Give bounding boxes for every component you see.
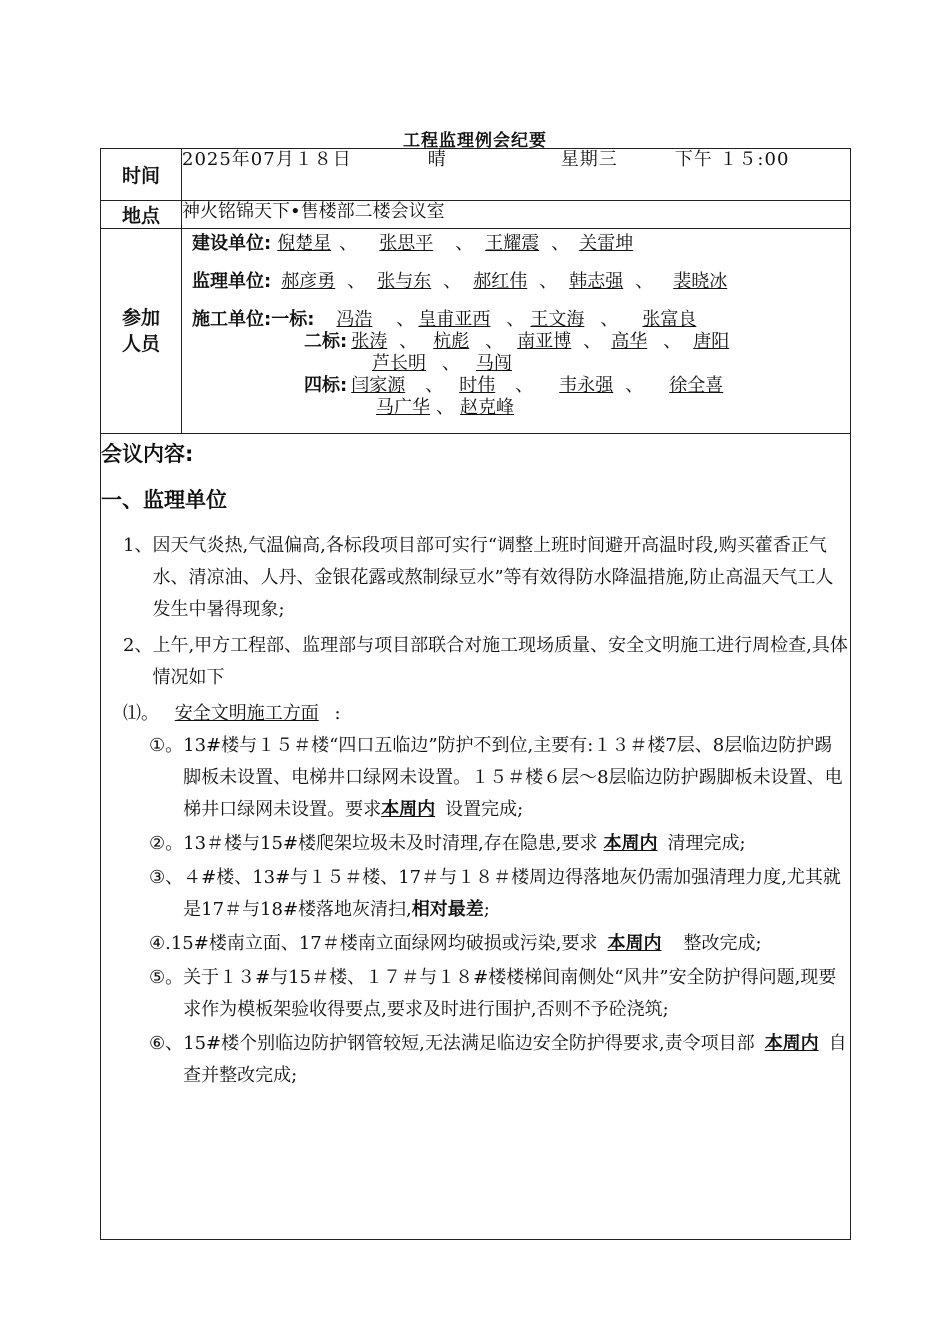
point-text: 15#楼个别临边防护钢管较短,无法满足临边安全防护得要求,责令项目部 [183,1033,755,1054]
item-number: 1、 [123,535,153,556]
point-4 [101,928,850,960]
point-2 [101,828,850,860]
attendee-name: 唐阳 [693,331,730,352]
attendee-name: 南亚博 [517,331,572,352]
point-text-end: 整改完成; [683,933,762,954]
supervise-unit-label: 监理单位: [192,271,272,292]
deadline-emphasis: 本周内 [603,833,658,854]
construct-sec2-row: 二标: 张涛 、 杭彪 、 南亚博 、 高华 、 唐阳 [304,331,730,352]
point-text-end: ; [483,899,490,920]
attendee-name: 韩志强 [569,271,624,292]
point-number: ①。 [149,735,184,756]
attendee-name: 时伟 [459,375,496,396]
supervise-unit-row: 监理单位: 郝彦勇 、 张与东 、 郝红伟 、 韩志强 、 裴晓冰 [192,271,728,292]
subsection-title: 安全文明施工方面 [174,703,319,724]
attendee-name: 裴晓冰 [673,271,728,292]
point-text-end: 清理完成; [667,833,746,854]
place-value: 神火铭锦天下•售楼部二楼会议室 [182,201,851,229]
point-number: ②。 [149,833,184,854]
attendees-label: 参加人员 [101,229,182,434]
construct-sec4-row-cont: 马广华 、 赵克峰 [192,397,850,419]
attendee-name: 徐全喜 [669,375,724,396]
point-text: 13＃楼与15#楼爬架垃圾未及时清理,存在隐患,要求 [183,833,598,854]
attendee-name: 芦长明 [372,353,426,374]
attendee-name: 郝红伟 [473,271,528,292]
attendee-name: 王文海 [530,309,585,330]
item-number: 2、 [123,635,153,656]
point-text-end: 自查并整改完成; [183,1033,847,1086]
point-text: ４#楼、13#与１５＃楼、17＃与１８＃楼周边得落地灰仍需加强清理力度,尤其就是17＃与18#楼落地灰清扫, [183,867,841,920]
point-number: ③、 [149,867,184,888]
attendee-name: 马广华 [376,397,430,418]
attendee-name: 关雷坤 [579,233,634,254]
attendee-name: 王耀震 [485,233,540,254]
deadline-emphasis: 本周内 [381,799,436,820]
point-text-end: 设置完成; [445,799,524,820]
attendee-name: 高华 [611,331,648,352]
attendee-name: 倪楚星 [277,233,332,254]
point-1 [101,730,850,826]
point-6 [101,1028,850,1092]
construct-sec4-row: 四标: 闫家源 、 时伟 、 韦永强 、 徐全喜 [192,375,850,397]
attendee-name: 韦永强 [559,375,614,396]
document-title: 工程监理例会纪要 [403,131,547,151]
item-text: 上午,甲方工程部、监理部与项目部联合对施工现场质量、安全文明施工进行周检查,具体情况如下 [152,635,848,688]
minutes-table [100,148,851,1240]
build-unit-label: 建设单位: [192,233,272,254]
subsection-number: ⑴。 [123,703,159,724]
attendee-name: 皇甫亚西 [418,309,491,330]
deadline-emphasis: 本周内 [607,933,662,954]
subsection-1 [101,698,850,730]
section1-label: 一标: [271,309,315,330]
point-5 [101,962,850,1026]
construct-sec1-row: 施工单位: 一标: 冯浩 、 皇甫亚西 、 王文海 、 张富良 [192,309,850,331]
point-number: ④. [149,933,171,954]
attendee-name: 杭彪 [433,331,470,352]
meeting-content-cell [101,434,851,1240]
item-text: 因天气炎热,气温偏高,各标段项目部可实行“调整上班时间避开高温时段,购买藿香正气水、清凉油、人丹、金银花露或熬制绿豆水”等有效得防水降温措施,防止高温天气工人发生中暑得现象; [152,535,834,620]
attendee-name: 郝彦勇 [281,271,336,292]
attendee-name: 闫家源 [351,375,406,396]
place-label: 地点 [101,201,182,229]
section4-label: 四标: [304,375,348,396]
build-unit-row: 建设单位: 倪楚星 、 张思平 、 王耀震 、 关雷坤 [192,233,850,255]
construct-sec2-row-cont: 芦长明 、 马闯 [192,353,850,375]
attendee-name: 张富良 [642,309,697,330]
point-text: 13#楼与１５＃楼“四口五临边”防护不到位,主要有:１３＃楼7层、8层临边防护踢脚板未设置、电梯井口绿网未设置。１５＃楼６层～8层临边防护踢脚板未设置、电梯井口绿网未设置。要求 [183,735,843,820]
point-3 [101,862,850,926]
point-text: 15#楼南立面、17＃楼南立面绿网均破损或污染,要求 [170,933,598,954]
item-1 [101,530,850,626]
time-label: 时间 [101,149,182,201]
section-heading: 一、监理单位 [101,488,227,512]
attendee-name: 张与东 [377,271,432,292]
attendee-name: 冯浩 [336,309,373,330]
construct-unit-label: 施工单位: [192,309,272,330]
attendee-name: 张思平 [379,233,434,254]
section2-label: 二标: [304,331,348,352]
attendee-name: 赵克峰 [460,397,514,418]
attendee-name: 张涛 [351,331,388,352]
time-value: 2025年07月１８日 晴 星期三 下午 １５:00 [182,149,851,201]
attendee-name: 马闯 [476,353,512,374]
attendees-cell [182,229,851,434]
deadline-emphasis: 本周内 [764,1033,819,1054]
item-2 [101,630,850,694]
point-text: 关于１３#与15＃楼、１７＃与１８#楼楼梯间南侧处“风井”安全防护得问题,现要求作为模板架验收得要点,要求及时进行围护,否则不予砼浇筑; [183,967,837,1020]
point-number: ⑥、 [149,1033,184,1054]
point-number: ⑤。 [149,967,184,988]
subsection-colon: : [334,703,341,724]
emphasis: 相对最差 [411,899,484,920]
content-heading: 会议内容: [101,442,194,466]
